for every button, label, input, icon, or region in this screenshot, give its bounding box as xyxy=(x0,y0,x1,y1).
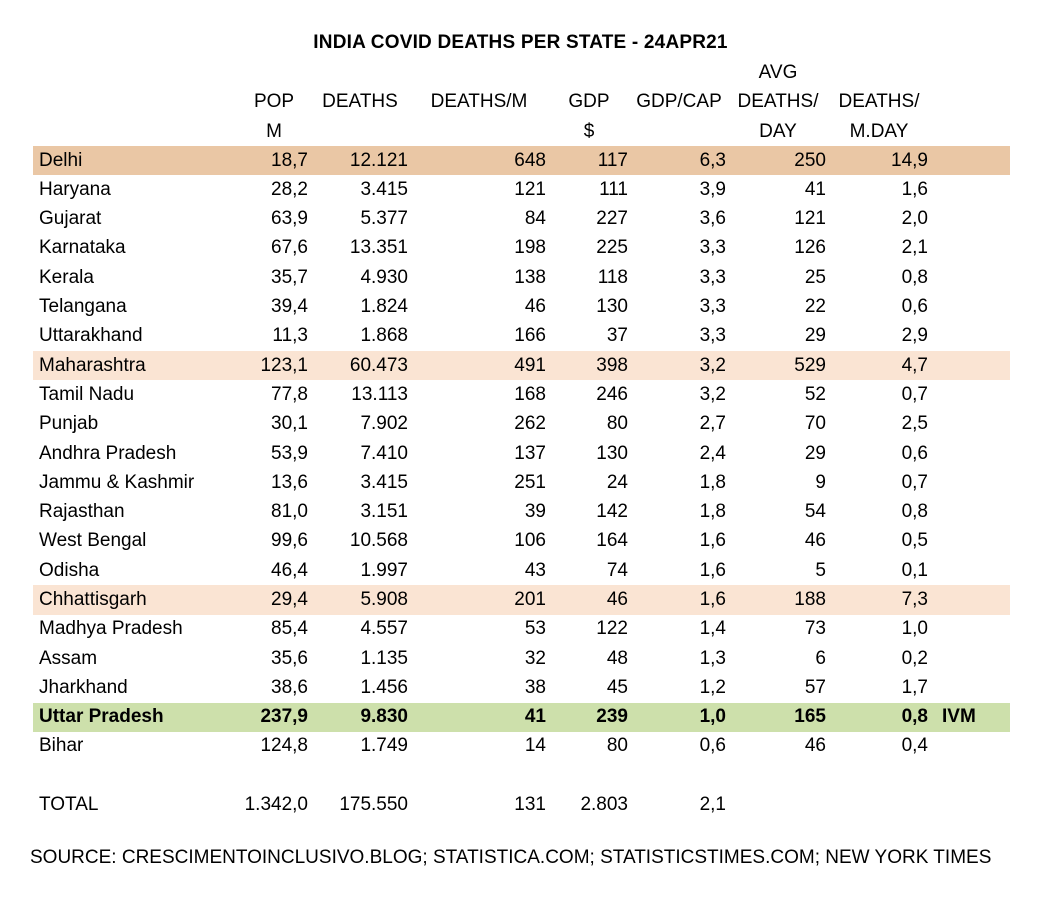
cell-note xyxy=(930,585,1010,614)
cell-avg-deaths-per-day: 188 xyxy=(728,585,828,614)
cell-deaths-per-m-day: 2,5 xyxy=(901,413,928,435)
cell-pop-m: 1.342,0 xyxy=(244,794,308,816)
cell-deaths: 3.151 xyxy=(360,501,408,523)
cell-state: Uttar Pradesh xyxy=(33,703,238,732)
cell-note xyxy=(930,410,1010,439)
cell-deaths: 3.415 xyxy=(360,178,408,200)
cell-deaths-per-m: 84 xyxy=(524,208,546,230)
cell-deaths: 5.908 xyxy=(310,585,410,614)
cell-pop-m: 29,4 xyxy=(238,585,310,614)
column-header-deaths-per-m-day xyxy=(828,58,930,146)
cell-note xyxy=(930,351,1010,380)
cell-deaths: 60.473 xyxy=(310,351,410,380)
cell-avg-deaths-per-day: 529 xyxy=(728,351,828,380)
column-header-deaths-per-m xyxy=(410,58,548,146)
cell-gdp: 80 xyxy=(606,735,628,757)
covid-deaths-table xyxy=(33,58,1010,820)
table-row xyxy=(33,351,1010,380)
table-row xyxy=(33,410,1010,439)
column-header-line: GDP/CAP xyxy=(636,91,722,113)
cell-gdp-per-cap: 3,3 xyxy=(699,325,726,347)
cell-state: Uttarakhand xyxy=(39,325,143,347)
column-header-line xyxy=(630,117,728,146)
cell-note xyxy=(930,263,1010,292)
cell-gdp-per-cap: 1,6 xyxy=(699,559,726,581)
cell-deaths: 175.550 xyxy=(339,794,408,816)
source-line: SOURCE: CRESCIMENTOINCLUSIVO.BLOG; STATISTICA.COM; STATISTICSTIMES.COM; NEW YORK TIMES xyxy=(30,846,992,868)
cell-state: Bihar xyxy=(39,735,84,757)
cell-avg-deaths-per-day: 41 xyxy=(804,178,826,200)
table-row xyxy=(33,703,1010,732)
column-header-line: DEATHS/M xyxy=(430,91,528,113)
cell-gdp-per-cap: 1,8 xyxy=(699,471,726,493)
cell-state: TOTAL xyxy=(39,794,99,816)
cell-gdp: 142 xyxy=(596,501,628,523)
cell-deaths-per-m: 121 xyxy=(514,178,546,200)
cell-pop-m: 85,4 xyxy=(271,618,308,640)
cell-deaths-per-m: 41 xyxy=(410,703,548,732)
cell-pop-m: 11,3 xyxy=(272,325,308,347)
table-row xyxy=(33,204,1010,233)
cell-deaths-per-m-day: 1,7 xyxy=(901,676,928,698)
cell-deaths: 13.113 xyxy=(351,383,408,405)
cell-deaths: 10.568 xyxy=(349,530,408,552)
cell-gdp-per-cap: 2,4 xyxy=(699,442,726,464)
cell-pop-m: 53,9 xyxy=(271,442,308,464)
cell-gdp-per-cap: 6,3 xyxy=(630,146,728,175)
cell-deaths-per-m: 491 xyxy=(410,351,548,380)
column-header-line: DEATHS/ xyxy=(838,91,920,113)
cell-gdp: 398 xyxy=(548,351,630,380)
cell-gdp-per-cap: 1,3 xyxy=(699,647,726,669)
cell-state: Gujarat xyxy=(39,208,102,230)
table-row xyxy=(33,175,1010,204)
cell-gdp-per-cap: 1,4 xyxy=(699,618,726,640)
page-title: INDIA COVID DEATHS PER STATE - 24APR21 xyxy=(313,32,728,53)
cell-state: Karnataka xyxy=(39,237,126,259)
cell-pop-m: 124,8 xyxy=(260,735,308,757)
cell-avg-deaths-per-day: 57 xyxy=(804,676,826,698)
cell-deaths: 9.830 xyxy=(310,703,410,732)
table-row xyxy=(33,292,1010,321)
cell-deaths-per-m-day: 0,7 xyxy=(901,383,928,405)
cell-gdp-per-cap: 3,9 xyxy=(699,178,726,200)
cell-deaths-per-m: 138 xyxy=(514,266,546,288)
cell-avg-deaths-per-day: 46 xyxy=(804,735,826,757)
cell-gdp: 117 xyxy=(548,146,630,175)
cell-deaths-per-m-day xyxy=(828,790,930,819)
cell-state: Maharashtra xyxy=(33,351,238,380)
cell-state: Punjab xyxy=(39,413,99,435)
cell-note xyxy=(930,673,1010,702)
cell-avg-deaths-per-day: 9 xyxy=(815,471,826,493)
cell-deaths-per-m: 168 xyxy=(514,383,546,405)
cell-deaths: 1.824 xyxy=(360,296,408,318)
report-page xyxy=(0,32,1041,869)
cell-gdp-per-cap: 1,8 xyxy=(699,501,726,523)
cell-deaths: 4.930 xyxy=(360,266,408,288)
cell-pop-m: 77,8 xyxy=(271,383,308,405)
cell-avg-deaths-per-day: 70 xyxy=(804,413,826,435)
cell-gdp-per-cap: 3,3 xyxy=(699,266,726,288)
cell-avg-deaths-per-day: 22 xyxy=(804,296,826,318)
table-row xyxy=(33,380,1010,409)
table-row xyxy=(33,468,1010,497)
cell-pop-m: 30,1 xyxy=(271,413,308,435)
cell-gdp-per-cap: 2,7 xyxy=(699,413,726,435)
cell-deaths: 1.997 xyxy=(360,559,408,581)
column-header-line: DAY xyxy=(759,120,797,142)
cell-avg-deaths-per-day: 121 xyxy=(794,208,826,230)
table-row xyxy=(33,322,1010,351)
cell-note xyxy=(930,732,1010,761)
cell-state: Rajasthan xyxy=(39,501,125,523)
cell-gdp-per-cap: 3,2 xyxy=(699,383,726,405)
cell-deaths-per-m-day: 2,1 xyxy=(901,237,928,259)
table-row xyxy=(33,556,1010,585)
column-header-gdp-per-cap xyxy=(630,58,728,146)
cell-state: Assam xyxy=(39,647,98,669)
cell-gdp: 2.803 xyxy=(580,794,628,816)
cell-note xyxy=(930,146,1010,175)
cell-note xyxy=(930,175,1010,204)
table-row xyxy=(33,234,1010,263)
table-row xyxy=(33,732,1010,761)
cell-pop-m: 35,7 xyxy=(271,266,308,288)
cell-gdp: 130 xyxy=(596,442,628,464)
cell-deaths: 4.557 xyxy=(360,618,408,640)
cell-pop-m: 18,7 xyxy=(238,146,310,175)
cell-state: Kerala xyxy=(39,266,94,288)
cell-deaths-per-m-day: 7,3 xyxy=(828,585,930,614)
column-header-line: $ xyxy=(583,120,595,142)
cell-gdp: 164 xyxy=(596,530,628,552)
cell-deaths-per-m: 166 xyxy=(514,325,546,347)
cell-deaths-per-m-day: 0,1 xyxy=(901,559,928,581)
cell-gdp: 74 xyxy=(606,559,628,581)
column-header-line: AVG xyxy=(758,62,798,83)
cell-gdp: 246 xyxy=(596,383,628,405)
cell-deaths-per-m: 262 xyxy=(514,413,546,435)
cell-deaths-per-m: 201 xyxy=(410,585,548,614)
cell-gdp-per-cap: 1,6 xyxy=(630,585,728,614)
total-row xyxy=(33,790,1010,819)
cell-gdp: 80 xyxy=(606,413,628,435)
cell-deaths: 1.456 xyxy=(360,676,408,698)
spacer-row xyxy=(33,761,1010,790)
cell-note xyxy=(930,468,1010,497)
cell-deaths: 13.351 xyxy=(349,237,408,259)
cell-deaths-per-m-day: 0,6 xyxy=(901,442,928,464)
cell-gdp-per-cap: 3,2 xyxy=(630,351,728,380)
cell-gdp: 225 xyxy=(596,237,628,259)
table-row xyxy=(33,439,1010,468)
cell-note xyxy=(930,380,1010,409)
cell-deaths-per-m-day: 1,6 xyxy=(901,178,928,200)
cell-state: Tamil Nadu xyxy=(39,383,135,405)
cell-pop-m: 237,9 xyxy=(238,703,310,732)
cell-state: Chhattisgarh xyxy=(33,585,238,614)
cell-gdp: 239 xyxy=(548,703,630,732)
cell-pop-m: 13,6 xyxy=(271,471,308,493)
cell-avg-deaths-per-day: 46 xyxy=(804,530,826,552)
table-row xyxy=(33,263,1010,292)
cell-avg-deaths-per-day: 52 xyxy=(804,383,826,405)
table-row xyxy=(33,585,1010,614)
column-header-avg-deaths-per-day xyxy=(728,58,828,146)
cell-deaths-per-m: 53 xyxy=(524,618,546,640)
column-header-note xyxy=(930,58,1010,146)
cell-state: Jammu & Kashmir xyxy=(39,471,195,493)
table-row xyxy=(33,527,1010,556)
column-header-state xyxy=(33,58,238,146)
cell-note xyxy=(930,527,1010,556)
cell-pop-m: 39,4 xyxy=(271,296,308,318)
cell-note xyxy=(930,322,1010,351)
column-header-line xyxy=(410,117,548,146)
cell-deaths-per-m-day: 1,0 xyxy=(901,618,928,640)
column-header-pop-m xyxy=(238,58,310,146)
cell-gdp-per-cap: 3,3 xyxy=(699,237,726,259)
column-header-line: GDP xyxy=(568,91,610,113)
cell-avg-deaths-per-day: 5 xyxy=(815,559,826,581)
cell-gdp-per-cap: 3,6 xyxy=(699,208,726,230)
cell-deaths: 7.410 xyxy=(360,442,408,464)
cell-deaths-per-m: 137 xyxy=(514,442,546,464)
cell-gdp-per-cap: 0,6 xyxy=(699,735,726,757)
cell-deaths: 1.868 xyxy=(360,325,408,347)
cell-state: Haryana xyxy=(39,178,111,200)
cell-avg-deaths-per-day: 29 xyxy=(804,442,826,464)
cell-deaths-per-m-day: 0,7 xyxy=(901,471,928,493)
column-header-line: M xyxy=(266,120,282,142)
cell-state: Telangana xyxy=(39,296,127,318)
cell-deaths-per-m-day: 0,4 xyxy=(901,735,928,757)
cell-pop-m: 28,2 xyxy=(271,178,308,200)
column-header-line xyxy=(310,117,410,146)
cell-gdp: 130 xyxy=(596,296,628,318)
cell-note xyxy=(930,292,1010,321)
table-row xyxy=(33,644,1010,673)
cell-gdp-per-cap: 2,1 xyxy=(699,794,726,816)
cell-note xyxy=(930,234,1010,263)
cell-deaths: 1.135 xyxy=(360,647,408,669)
cell-state: Odisha xyxy=(39,559,100,581)
cell-deaths-per-m: 131 xyxy=(514,794,546,816)
column-header-line: POP xyxy=(253,91,295,113)
cell-deaths-per-m: 14 xyxy=(524,735,546,757)
table-row xyxy=(33,615,1010,644)
cell-deaths-per-m-day: 0,5 xyxy=(901,530,928,552)
cell-deaths-per-m-day: 0,8 xyxy=(901,266,928,288)
cell-deaths-per-m-day: 14,9 xyxy=(828,146,930,175)
cell-deaths: 5.377 xyxy=(360,208,408,230)
cell-gdp: 227 xyxy=(596,208,628,230)
cell-avg-deaths-per-day: 250 xyxy=(728,146,828,175)
cell-deaths-per-m: 251 xyxy=(514,471,546,493)
cell-deaths-per-m: 43 xyxy=(524,559,546,581)
cell-state: Madhya Pradesh xyxy=(39,618,183,640)
cell-deaths-per-m: 198 xyxy=(514,237,546,259)
cell-gdp: 48 xyxy=(606,647,628,669)
cell-pop-m: 46,4 xyxy=(271,559,308,581)
column-header-deaths xyxy=(310,58,410,146)
cell-deaths: 1.749 xyxy=(360,735,408,757)
cell-pop-m: 63,9 xyxy=(271,208,308,230)
table-header xyxy=(33,58,1010,146)
cell-pop-m: 35,6 xyxy=(271,647,308,669)
cell-deaths-per-m: 32 xyxy=(524,647,546,669)
cell-gdp-per-cap: 1,0 xyxy=(630,703,728,732)
cell-pop-m: 123,1 xyxy=(238,351,310,380)
cell-deaths-per-m-day: 0,2 xyxy=(901,647,928,669)
cell-deaths-per-m-day: 2,0 xyxy=(901,208,928,230)
cell-deaths-per-m-day: 2,9 xyxy=(901,325,928,347)
cell-note xyxy=(930,615,1010,644)
cell-deaths: 7.902 xyxy=(360,413,408,435)
cell-note xyxy=(930,644,1010,673)
cell-state: West Bengal xyxy=(39,530,147,552)
cell-note xyxy=(930,497,1010,526)
cell-deaths-per-m: 38 xyxy=(524,676,546,698)
cell-note: IVM xyxy=(930,703,1010,732)
spacer-cell xyxy=(33,761,1010,790)
cell-state: Delhi xyxy=(33,146,238,175)
cell-gdp: 24 xyxy=(606,471,628,493)
cell-gdp-per-cap: 3,3 xyxy=(699,296,726,318)
cell-avg-deaths-per-day: 165 xyxy=(728,703,828,732)
cell-deaths-per-m-day: 0,8 xyxy=(901,501,928,523)
cell-note xyxy=(930,556,1010,585)
cell-deaths-per-m: 106 xyxy=(514,530,546,552)
cell-note xyxy=(930,204,1010,233)
column-header-line: M.DAY xyxy=(849,120,909,142)
cell-deaths-per-m: 46 xyxy=(524,296,546,318)
cell-deaths: 3.415 xyxy=(360,471,408,493)
cell-deaths-per-m: 39 xyxy=(524,501,546,523)
cell-gdp: 46 xyxy=(548,585,630,614)
cell-gdp-per-cap: 1,2 xyxy=(699,676,726,698)
cell-deaths-per-m: 648 xyxy=(410,146,548,175)
cell-avg-deaths-per-day: 6 xyxy=(815,647,826,669)
cell-note xyxy=(930,790,1010,819)
cell-gdp: 37 xyxy=(606,325,628,347)
cell-gdp: 118 xyxy=(597,266,628,288)
cell-pop-m: 81,0 xyxy=(271,501,308,523)
cell-deaths-per-m-day: 4,7 xyxy=(828,351,930,380)
cell-state: Jharkhand xyxy=(39,676,128,698)
column-header-line: DEATHS/ xyxy=(737,91,819,113)
cell-avg-deaths-per-day: 29 xyxy=(804,325,826,347)
cell-avg-deaths-per-day: 126 xyxy=(794,237,826,259)
cell-gdp: 45 xyxy=(606,676,628,698)
cell-avg-deaths-per-day: 54 xyxy=(804,501,826,523)
cell-deaths: 12.121 xyxy=(310,146,410,175)
column-header-gdp xyxy=(548,58,630,146)
table-row xyxy=(33,146,1010,175)
cell-avg-deaths-per-day xyxy=(728,790,828,819)
cell-avg-deaths-per-day: 25 xyxy=(804,266,826,288)
column-header-line: DEATHS xyxy=(322,91,398,113)
cell-gdp: 122 xyxy=(596,618,628,640)
table-row xyxy=(33,497,1010,526)
table-body xyxy=(33,146,1010,820)
cell-pop-m: 99,6 xyxy=(271,530,308,552)
cell-state: Andhra Pradesh xyxy=(39,442,177,464)
cell-deaths-per-m-day: 0,8 xyxy=(828,703,930,732)
cell-gdp: 111 xyxy=(599,178,628,200)
cell-deaths-per-m-day: 0,6 xyxy=(901,296,928,318)
cell-pop-m: 67,6 xyxy=(271,237,308,259)
table-header-row xyxy=(33,58,1010,146)
cell-avg-deaths-per-day: 73 xyxy=(804,618,826,640)
cell-note xyxy=(930,439,1010,468)
table-row xyxy=(33,673,1010,702)
cell-pop-m: 38,6 xyxy=(271,676,308,698)
cell-gdp-per-cap: 1,6 xyxy=(699,530,726,552)
